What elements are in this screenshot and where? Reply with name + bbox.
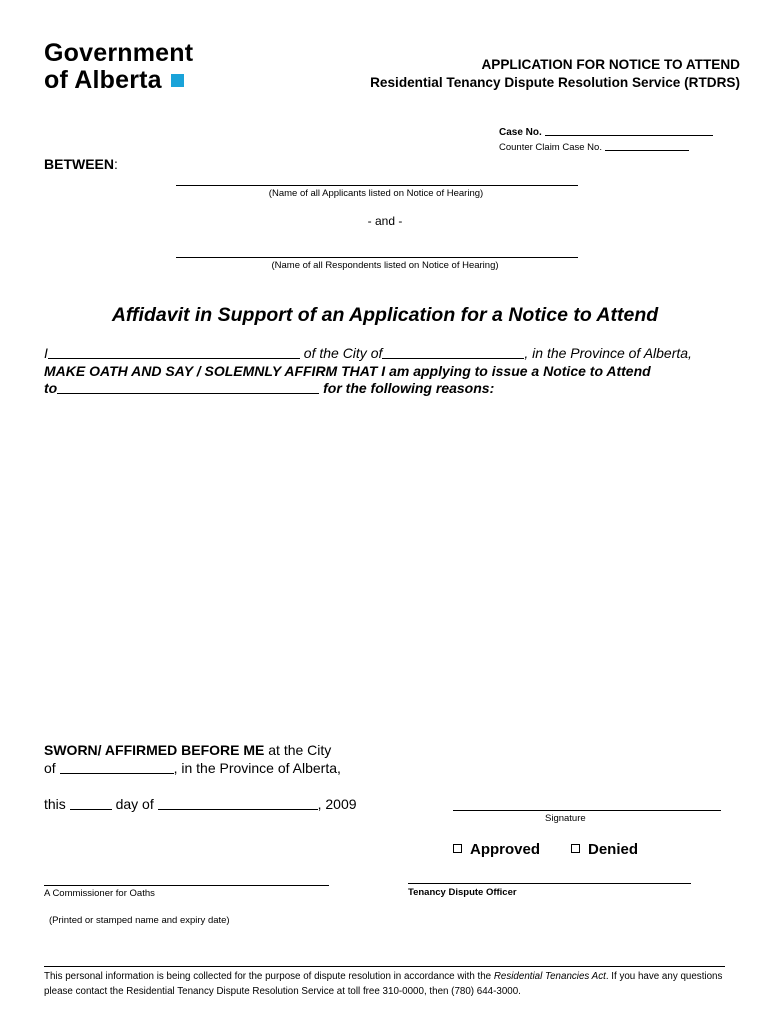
commissioner-label: A Commissioner for Oaths [44, 888, 155, 899]
respondents-caption: (Name of all Respondents listed on Notice of Hearing) [271, 260, 499, 271]
signature-label: Signature [545, 813, 586, 824]
oath-line-2: MAKE OATH AND SAY / SOLEMNLY AFFIRM THAT I am applying to issue a Notice to Attend [44, 363, 651, 379]
commissioner-note: (Printed or stamped name and expiry date) [49, 915, 230, 926]
counter-claim-field[interactable] [605, 150, 689, 151]
applicants-name-field[interactable] [176, 185, 578, 186]
approved-option[interactable]: Approved [453, 841, 540, 858]
denied-checkbox[interactable] [571, 844, 580, 853]
case-no-row [499, 127, 713, 138]
act-name: Residential Tenancies Act [493, 971, 606, 982]
counter-claim-label: Counter Claim Case No. [499, 142, 602, 153]
and-separator: - and - [367, 214, 403, 228]
logo-line-1: Government [44, 39, 194, 67]
oath-line-1: I of the City of , in the Province of Alberta, [44, 345, 692, 361]
respondents-name-field[interactable] [176, 257, 578, 258]
sworn-date-line: this day of , 2009 [44, 796, 357, 812]
government-of-alberta-logo [44, 40, 193, 94]
applicants-caption: (Name of all Applicants listed on Notice of Hearing) [268, 188, 484, 199]
sworn-city-field[interactable] [60, 773, 174, 774]
oath-line-3: to for the following reasons: [44, 380, 495, 396]
form-subtitle: Residential Tenancy Dispute Resolution Service (RTDRS) [370, 75, 740, 90]
deponent-city-field[interactable] [382, 358, 524, 359]
between-heading: BETWEEN: [44, 156, 118, 172]
commissioner-signature-field[interactable] [44, 885, 329, 886]
privacy-notice: This personal information is being collected for the purpose of dispute resolution in accordance with the Residential Tenancies Act. If you have any questions please contact the Residential Tenancy Dispute Resolution Service at toll free 310-0000, then (780) 644-3000. [44, 971, 723, 997]
deponent-name-field[interactable] [48, 358, 300, 359]
sworn-day-field[interactable] [70, 809, 112, 810]
notice-to-attend-recipient-field[interactable] [57, 393, 319, 394]
officer-signature-field[interactable] [408, 883, 691, 884]
affidavit-title: Affidavit in Support of an Application for a Notice to Attend [111, 304, 659, 326]
sworn-month-field[interactable] [158, 809, 318, 810]
logo-square-mark [171, 74, 184, 87]
denied-option[interactable]: Denied [571, 841, 638, 858]
logo-line-2: of Alberta [44, 66, 162, 94]
approved-checkbox[interactable] [453, 844, 462, 853]
sworn-line-2: of , in the Province of Alberta, [44, 760, 341, 776]
case-no-field[interactable] [545, 135, 713, 136]
case-no-label: Case No. [499, 127, 542, 138]
signature-field[interactable] [453, 810, 721, 811]
officer-label: Tenancy Dispute Officer [408, 887, 517, 898]
counter-claim-row [499, 142, 689, 153]
sworn-line-1: SWORN/ AFFIRMED BEFORE ME at the City [44, 742, 332, 758]
footer-divider [44, 966, 725, 967]
form-title: APPLICATION FOR NOTICE TO ATTEND [481, 57, 740, 72]
